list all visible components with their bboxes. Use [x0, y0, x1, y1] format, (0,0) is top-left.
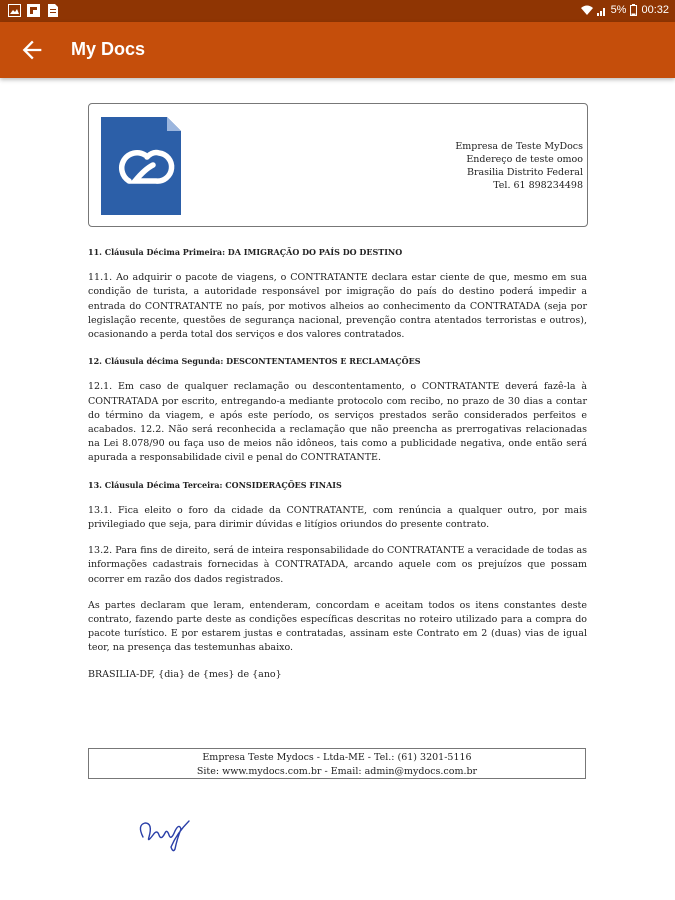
document-notification-icon	[46, 4, 59, 17]
footer-contact-line: Site: www.mydocs.com.br - Email: admin@mydocs.com.br	[196, 766, 478, 777]
creative-cloud-document-icon	[101, 117, 181, 215]
company-name: Empresa de Teste MyDocs	[455, 141, 583, 152]
clock: 00:32	[641, 4, 669, 16]
wifi-icon	[581, 5, 593, 16]
paragraph: 13.2. Para fins de direito, será de inteira responsabilidade do CONTRATANTE a veracidade de todas as informações cadastrais fornecidas à CONTRATADA, arcando aquele com os prejuízos que possam ocorrer em razão dos dados registrados.	[88, 545, 587, 585]
paragraph: As partes declaram que leram, entenderam, concordam e aceitam todos os itens constantes deste contrato, fazendo parte deste as condições específicas descritas no roteiro utilizado para a compra do pacote turístico. E por estarem justas e contratadas, assinam este Contrato em 2 (duas) vias de igual teor, na presença das testemunhas abaixo.	[88, 599, 587, 654]
flipboard-notification-icon	[27, 4, 40, 17]
signal-icon	[597, 5, 607, 16]
status-bar	[0, 0, 675, 22]
section-heading: 11. Cláusula Décima Primeira: DA IMIGRAÇÃO DO PAÍS DO DESTINO	[88, 247, 403, 257]
paragraph: 13.1. Fica eleito o foro da cidade da CONTRATANTE, com renúncia a qualquer outro, por mais privilegiado que seja, para dirimir dúvidas e litígios oriundos do presente contrato.	[88, 504, 587, 531]
company-address: Endereço de teste omoo	[466, 154, 583, 165]
date-line: BRASILIA-DF, {dia} de {mes} de {ano}	[88, 668, 282, 680]
app-bar	[0, 22, 675, 78]
company-phone: Tel. 61 898234498	[493, 180, 583, 191]
battery-icon	[630, 4, 637, 16]
document-header	[88, 103, 588, 227]
handwritten-signature	[133, 815, 203, 855]
image-notification-icon	[8, 4, 21, 17]
company-info	[455, 140, 583, 192]
company-city: Brasilia Distrito Federal	[467, 167, 583, 178]
page-title: My Docs	[71, 39, 146, 59]
section-heading: 13. Cláusula Décima Terceira: CONSIDERAÇÕES FINAIS	[88, 479, 342, 490]
battery-percent: 5%	[610, 4, 627, 16]
document-footer	[88, 748, 586, 779]
section-heading: 12. Cláusula décima Segunda: DESCONTENTAMENTOS E RECLAMAÇÕES	[88, 356, 421, 367]
footer-company-line: Empresa Teste Mydocs - Ltda-ME - Tel.: (61) 3201-5116	[202, 752, 472, 763]
paragraph: 11.1. Ao adquirir o pacote de viagens, o CONTRATANTE declara estar ciente de que, mesmo em sua condição de turista, a autoridade responsável por imigração do país do destino poderá impedir a entrada do CONTRATANTE no país, por motivos alheios ao conhecimento da CONTRATADA (seja por legislação recente, questões de segurança nacional, prevenção contra atentados terroristas e outros), ocasionando a perda total dos serviços e dos valores contratados.	[88, 272, 587, 341]
arrow-back-icon[interactable]	[18, 36, 46, 64]
document-body	[88, 245, 587, 694]
paragraph: 12.1. Em caso de qualquer reclamação ou descontentamento, o CONTRATANTE deverá fazê-la à CONTRATADA por escrito, entregando-a mediante protocolo com recibo, no prazo de 30 dias a contar do término da viagem, e após este período, os serviços prestados serão considerados perfeitos e acabados. 12.2. Não será reconhecida a reclamação que não preencha as prerrogativas relacionadas na Lei 8.078/90 ou faça uso de meios não idôneos, tais como a publicidade negativa, onde então será apurada a responsabilidade civil e penal do CONTRATANTE.	[88, 381, 587, 464]
